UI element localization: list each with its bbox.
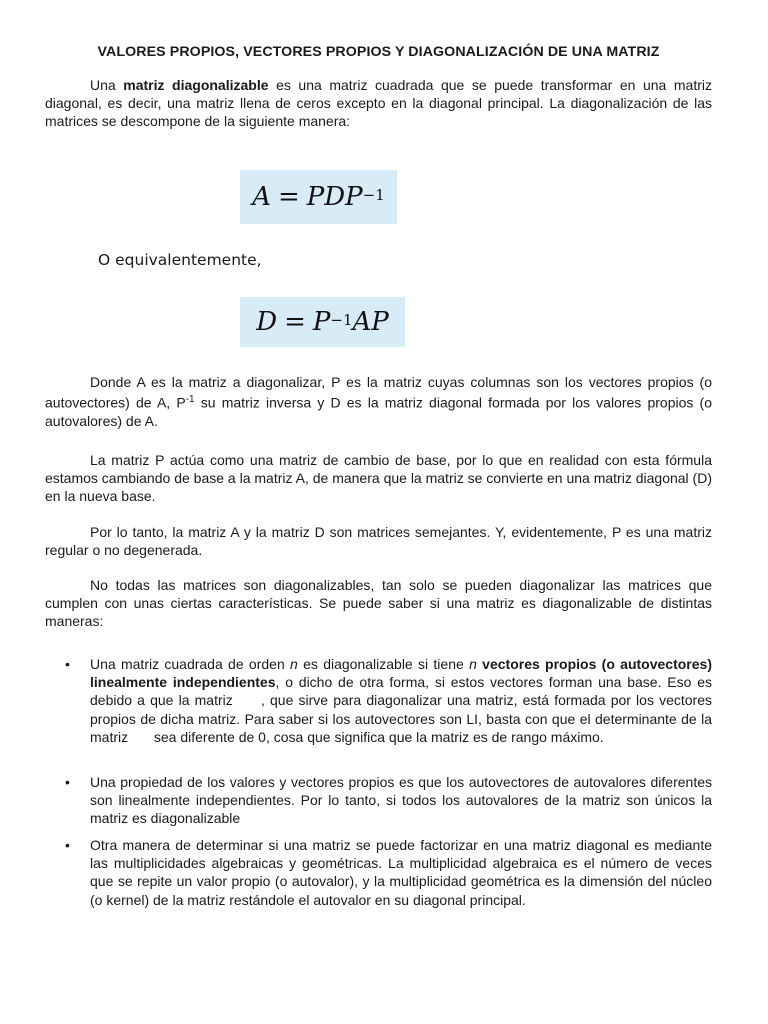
formula2-rhs-p: P xyxy=(312,307,331,337)
bullet1-text-5: sea diferente de 0, cosa que significa que la matriz es de rango máximo. xyxy=(150,728,604,745)
equivalently-text: O equivalentemente, xyxy=(98,251,262,269)
formula2-equals: = xyxy=(284,307,306,337)
diagonalizable-criteria-paragraph: No todas las matrices son diagonalizables, tan solo se pueden diagonalizar las matrices que cumplen con unas ciertas características. Se puede saber si una matriz es diagonalizable de distintas maneras: xyxy=(45,577,712,630)
similar-matrices-paragraph: Por lo tanto, la matriz A y la matriz D son matrices semejantes. Y, evidentemente, P es una matriz regular o no degenerada. xyxy=(45,524,712,559)
formula2-rhs-ap: AP xyxy=(352,307,389,337)
formula1-exponent: −1 xyxy=(362,186,385,204)
where-paragraph xyxy=(45,373,712,430)
where-text-end: su matriz inversa y D es la matriz diagonal formada por los valores propios (o autovalores) de A. xyxy=(45,394,713,430)
formula1-equals: = xyxy=(278,182,300,212)
change-of-basis-paragraph: La matriz P actúa como una matriz de cambio de base, por lo que en realidad con esta fórmula estamos cambiando de base a la matriz A, de manera que la matriz se convierte en una matriz diagonal (D) en la nueva base. xyxy=(45,452,712,505)
inverse-superscript: -1 xyxy=(185,394,195,406)
intro-bold-term: matriz diagonalizable xyxy=(123,77,269,93)
bullet-dot: • xyxy=(65,774,70,790)
bullet-dot: • xyxy=(65,837,70,853)
list-item xyxy=(65,655,713,746)
bullet1-text-2: es diagonalizable si tiene xyxy=(297,656,470,672)
where-text-start: Donde A es la matriz a diagonalizar, P es la matriz cuyas columnas son los vectores propios (o autovectores) de A, P xyxy=(45,374,712,411)
bullet1-text-4: , que sirve para diagonalizar una matriz, está formada por los vectores propios de dicha matriz. Para saber si los autovectores son LI, basta con que el determinante de la matriz xyxy=(90,692,713,745)
formula-diagonalization xyxy=(240,170,397,224)
count-n: n xyxy=(469,656,477,672)
list-item xyxy=(65,773,712,828)
bullet1-bold: vectores propios (o autovectores) linealmente independientes xyxy=(90,656,712,691)
bullet1-text: Una matriz cuadrada de orden xyxy=(90,656,291,672)
intro-text-start: Una xyxy=(90,77,124,93)
formula2-lhs: D xyxy=(256,307,278,337)
bullet2-text: Una propiedad de los valores y vectores propios es que los autovectores de autovalores diferentes son linealmente independientes. Por lo tanto, si todos los autovalores de la matriz son únicos la matriz es diagonalizable xyxy=(90,774,712,827)
intro-paragraph xyxy=(45,76,712,131)
formula1-lhs: A xyxy=(252,182,271,212)
page-title: VALORES PROPIOS, VECTORES PROPIOS Y DIAGONALIZACIÓN DE UNA MATRIZ xyxy=(97,44,660,60)
bullet-dot: • xyxy=(65,656,70,672)
formula-inverse xyxy=(240,297,405,347)
formula2-exponent: −1 xyxy=(330,311,353,329)
intro-text-end: es una matriz cuadrada que se puede transformar en una matriz diagonal, es decir, una matriz llena de ceros excepto en la diagonal principal. La diagonalización de las matrices se descompone de la siguiente manera: xyxy=(45,77,713,130)
order-n: n xyxy=(290,656,298,672)
list-item xyxy=(65,836,712,909)
bullet3-text: Otra manera de determinar si una matriz se puede factorizar en una matriz diagonal es mediante las multiplicidades algebraicas y geométricas. La multiplicidad algebraica es el número de veces que se repite un valor propio (o autovalor), y la multiplicidad geométrica es la dimensión del núcleo (o kernel) de la matriz restándole el autovalor en su diagonal principal. xyxy=(90,837,712,908)
formula1-rhs: PDP xyxy=(306,182,363,212)
bullet1-text-3: , o dicho de otra forma, si estos vectores forman una base. Eso es debido a que la matriz xyxy=(90,674,712,709)
